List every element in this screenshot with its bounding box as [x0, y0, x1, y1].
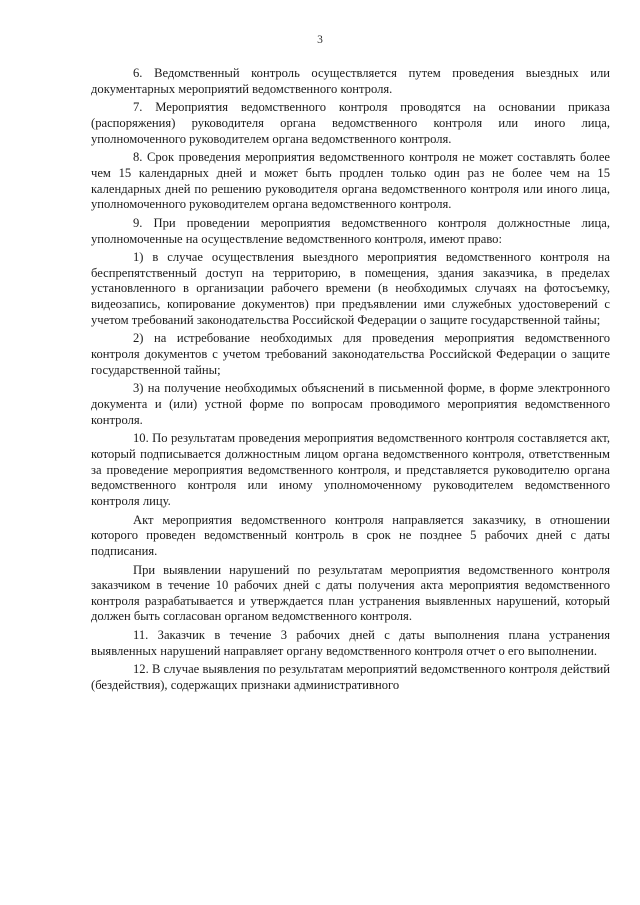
paragraph-12: 12. В случае выявления по результатам мероприятий ведомственного контроля действий (бездействия), содержащих признаки административного: [91, 662, 610, 693]
paragraph-6: 6. Ведомственный контроль осуществляется путем проведения выездных или документарных мероприятий ведомственного контроля.: [91, 66, 610, 96]
paragraph-9-item-3: 3) на получение необходимых объяснений в письменной форме, в форме электронного документа и (или) устной форме по вопросам проводимого мероприятия ведомственного контроля.: [91, 381, 610, 427]
paragraph-9-item-1: 1) в случае осуществления выездного мероприятия ведомственного контроля на беспрепятственный доступ на территорию, в помещения, здания заказчика, в пределах установленного в организации рабочего времени (в необходимых случаях на фотосъемку, видеозапись, копирование документов) при предъявлении ими служебных удостоверений с учетом требований законодательства Российской Федерации о защите государственной тайны;: [91, 250, 610, 327]
page-number: 3: [317, 34, 323, 46]
paragraph-10-violations: При выявлении нарушений по результатам мероприятия ведомственного контроля заказчиком в течение 10 рабочих дней с даты получения акта мероприятия ведомственного контроля разрабатывается и утверждается план устранения выявленных нарушений, который должен быть согласован органом ведомственного контроля.: [91, 562, 610, 624]
paragraph-8: 8. Срок проведения мероприятия ведомственного контроля не может составлять более чем 15 календарных дней и может быть продлен только один раз не более чем на 15 календарных дней по решению руководителя органа ведомственного контроля или иного лица, уполномоченного руководителем органа ведомственного контроля.: [91, 150, 610, 212]
document-body: [91, 66, 610, 697]
paragraph-10: 10. По результатам проведения мероприятия ведомственного контроля составляется акт, который подписывается должностным лицом органа ведомственного контроля, ответственным за проведение мероприятия ведомственного контроля, и представляется руководителю органа ведомственного контроля или иному уполномоченному руководителем ведомственного контроля лицу.: [91, 431, 610, 508]
paragraph-7: 7. Мероприятия ведомственного контроля проводятся на основании приказа (распоряжения) руководителя органа ведомственного контроля или иного лица, уполномоченного руководителем органа ведомственного контроля.: [91, 100, 610, 146]
paragraph-10-act: Акт мероприятия ведомственного контроля направляется заказчику, в отношении которого проведен ведомственный контроль в срок не позднее 5 рабочих дней с даты подписания.: [91, 512, 610, 558]
paragraph-11: 11. Заказчик в течение 3 рабочих дней с даты выполнения плана устранения выявленных нарушений направляет органу ведомственного контроля отчет о его выполнении.: [91, 628, 610, 658]
paragraph-9: 9. При проведении мероприятия ведомственного контроля должностные лица, уполномоченные на осуществление ведомственного контроля, имеют право:: [91, 215, 610, 246]
paragraph-9-item-2: 2) на истребование необходимых для проведения мероприятия ведомственного контроля документов с учетом требований законодательства Российской Федерации о защите государственной тайны;: [91, 331, 610, 377]
